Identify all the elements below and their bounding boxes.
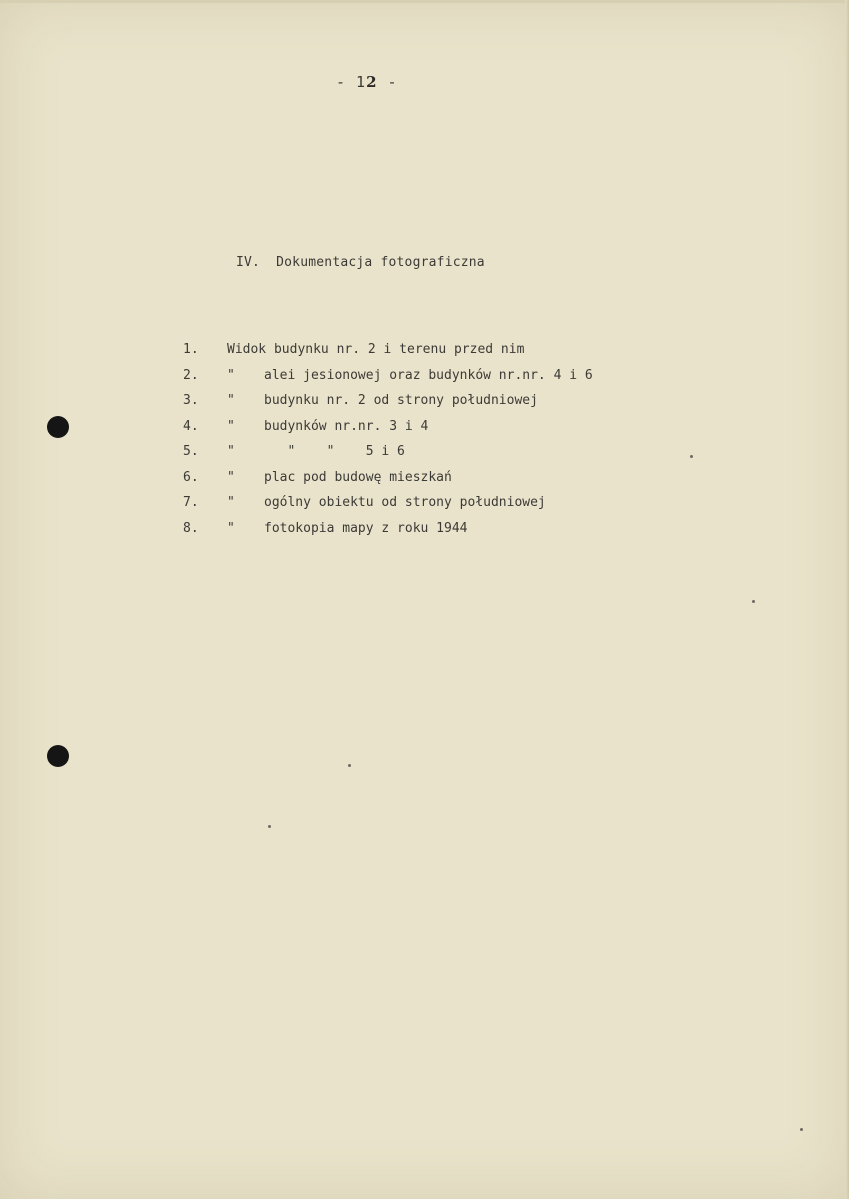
list-item [183, 493, 593, 519]
list-item [183, 391, 593, 417]
list-item-ditto-mark: " [227, 444, 235, 459]
paper-right-edge [845, 0, 849, 1199]
list-item-ditto-mark: " [227, 367, 235, 383]
list-item-text: Widok budynku nr. 2 i terenu przed nim [227, 342, 525, 357]
page-number-handwritten-digit: 2 [366, 73, 378, 91]
list-item [183, 519, 593, 545]
list-item-text: budynków nr.nr. 3 i 4 [264, 418, 429, 434]
list-item-text: plac pod budowę mieszkań [264, 469, 452, 485]
list-item-ditto-mark: " [227, 520, 235, 536]
page-number-suffix: - [377, 73, 398, 91]
paper-top-edge [0, 0, 849, 3]
paper-speck [268, 825, 271, 828]
photo-list [183, 340, 593, 544]
list-item-text: fotokopia mapy z roku 1944 [264, 520, 468, 536]
list-item-number: 8. [183, 520, 199, 536]
paper-speck [800, 1128, 803, 1131]
list-item-text: ogólny obiektu od strony południowej [264, 495, 546, 510]
list-item-text: alei jesionowej oraz budynków nr.nr. 4 i 6 [264, 367, 593, 383]
list-item-ditto-mark: " [227, 418, 235, 434]
list-item-number: 2. [183, 367, 199, 383]
paper-speck [348, 764, 351, 767]
list-item-number: 4. [183, 418, 199, 434]
list-item [183, 366, 593, 392]
list-item-number: 7. [183, 495, 199, 510]
page-number [336, 73, 398, 91]
punch-hole-bottom [47, 745, 69, 767]
list-item-ditto-mark: " [227, 393, 235, 408]
section-heading: IV. Dokumentacja fotograficzna [236, 255, 485, 270]
list-item [183, 442, 593, 468]
list-item [183, 340, 593, 366]
list-item-ditto-mark: " [227, 469, 235, 485]
page-number-prefix: - 1 [336, 73, 367, 91]
list-item [183, 417, 593, 443]
list-item-number: 1. [183, 342, 199, 357]
list-item-text: " " 5 i 6 [264, 444, 405, 459]
list-item-number: 5. [183, 444, 199, 459]
list-item [183, 468, 593, 494]
punch-hole-top [47, 416, 69, 438]
list-item-text: budynku nr. 2 od strony południowej [264, 393, 538, 408]
list-item-number: 6. [183, 469, 199, 485]
paper-speck [752, 600, 755, 603]
list-item-ditto-mark: " [227, 495, 235, 510]
list-item-number: 3. [183, 393, 199, 408]
paper-speck [690, 455, 693, 458]
